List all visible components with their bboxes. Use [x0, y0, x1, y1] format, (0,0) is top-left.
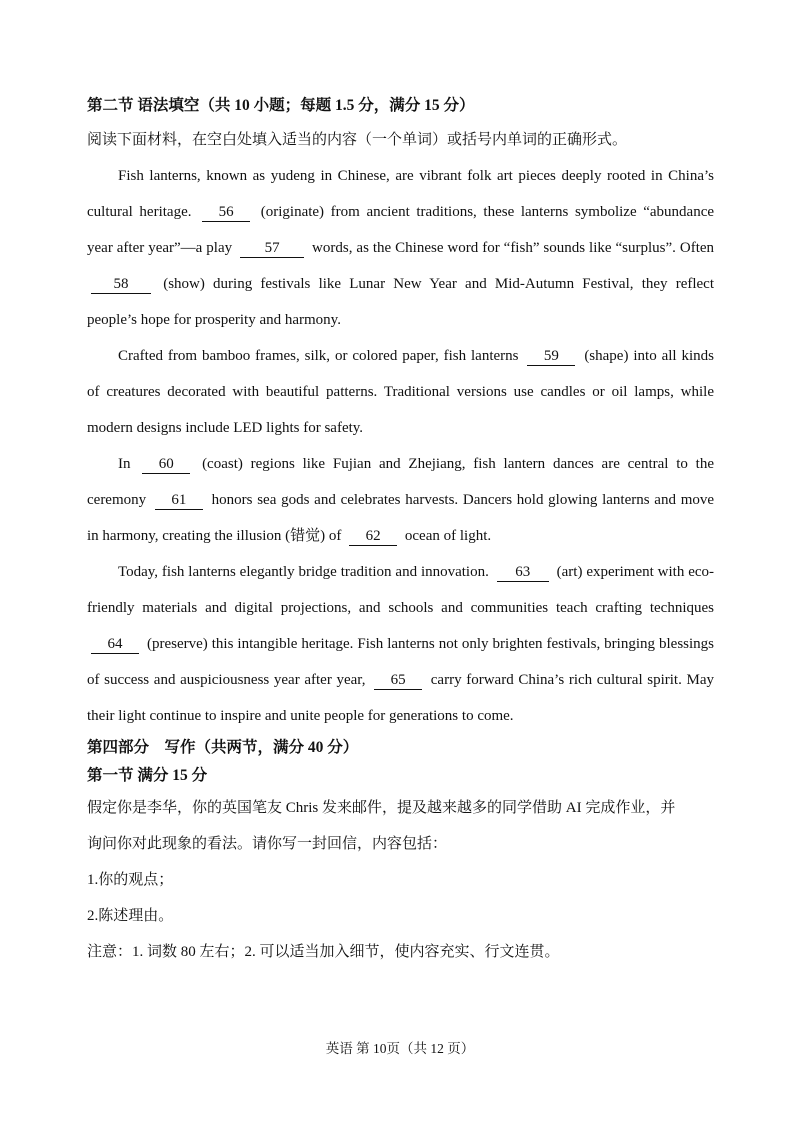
blank-64[interactable]: 64: [91, 636, 139, 654]
passage: [87, 158, 714, 734]
page-footer: 英语 第 10页（共 12 页）: [325, 1041, 475, 1056]
p4-text-b: (art) experiment with eco-friendly materials and digital projections, and schools and communities teach crafting techniques: [87, 564, 715, 616]
paragraph-4: [87, 554, 714, 734]
blank-65[interactable]: 65: [374, 672, 422, 690]
p3-text-a: In: [118, 456, 131, 472]
section-2-title: 第二节 语法填空（共 10 小题；每题 1.5 分，满分 15 分）: [87, 97, 475, 114]
p2-text-b: (shape) into all kinds of creatures decorated with beautiful patterns. Traditional versions use candles or oil lamps, while modern designs include LED lights for safety.: [87, 348, 714, 436]
blank-62[interactable]: 62: [349, 528, 397, 546]
writing-prompt-line-1: 假定你是李华，你的英国笔友 Chris 发来邮件，提及越来越多的同学借助 AI 完成作业，并: [87, 800, 676, 816]
p4-text-a: Today, fish lanterns elegantly bridge tradition and innovation.: [118, 564, 489, 580]
paragraph-1: [87, 158, 714, 338]
p1-text-a: Fish lanterns, known as yudeng in Chinese, are vibrant folk art pieces deeply rooted in China’s cultural heritage.: [87, 168, 714, 220]
blank-61[interactable]: 61: [155, 492, 203, 510]
paragraph-2: [87, 338, 714, 446]
part-4-title: 第四部分 写作（共两节，满分 40 分）: [87, 739, 359, 756]
blank-59[interactable]: 59: [527, 348, 575, 366]
p3-text-b: (coast) regions like Fujian and Zhejiang, fish lantern dances are central to the ceremony: [87, 456, 714, 508]
writing-note: 注意：1. 词数 80 左右；2. 可以适当加入细节，使内容充实、行文连贯。: [87, 944, 560, 960]
section-2-instruction: 阅读下面材料，在空白处填入适当的内容（一个单词）或括号内单词的正确形式。: [87, 132, 628, 148]
blank-63[interactable]: 63: [497, 564, 549, 582]
p2-text-a: Crafted from bamboo frames, silk, or colored paper, fish lanterns: [118, 348, 519, 364]
p4-text-d: carry forward China’s rich cultural spirit. May their light continue to inspire and unite people for generations to come.: [87, 672, 714, 724]
blank-60[interactable]: 60: [142, 456, 190, 474]
p3-text-d: ocean of light.: [404, 528, 492, 544]
paragraph-3: [87, 446, 714, 554]
p1-text-e: (show) during festivals like Lunar New Year and Mid-Autumn Festival, they reflect people’s hope for prosperity and harmony.: [87, 276, 715, 328]
blank-56[interactable]: 56: [202, 204, 250, 222]
p4-text-c: (preserve) this intangible heritage. Fish lanterns not only brighten festivals, bringing blessings of success and auspiciousness year after year,: [87, 636, 714, 688]
p1-text-c: (originate) from ancient traditions, these lanterns symbolize “abundance year after year”—a play: [87, 204, 715, 256]
writing-item-2: 2.陈述理由。: [87, 908, 174, 924]
blank-57[interactable]: 57: [240, 240, 304, 258]
p3-text-c: honors sea gods and celebrates harvests. Dancers hold glowing lanterns and move in harmony, creating the illusion (错觉) of: [87, 492, 715, 544]
writing-section-1-title: 第一节 满分 15 分: [87, 767, 208, 784]
writing-item-1: 1.你的观点；: [87, 872, 174, 888]
p1-text-d: words, as the Chinese word for “fish” sounds like “surplus”. Often: [312, 240, 715, 256]
writing-prompt-line-2: 询问你对此现象的看法。请你写一封回信，内容包括：: [87, 836, 448, 852]
blank-58[interactable]: 58: [91, 276, 151, 294]
